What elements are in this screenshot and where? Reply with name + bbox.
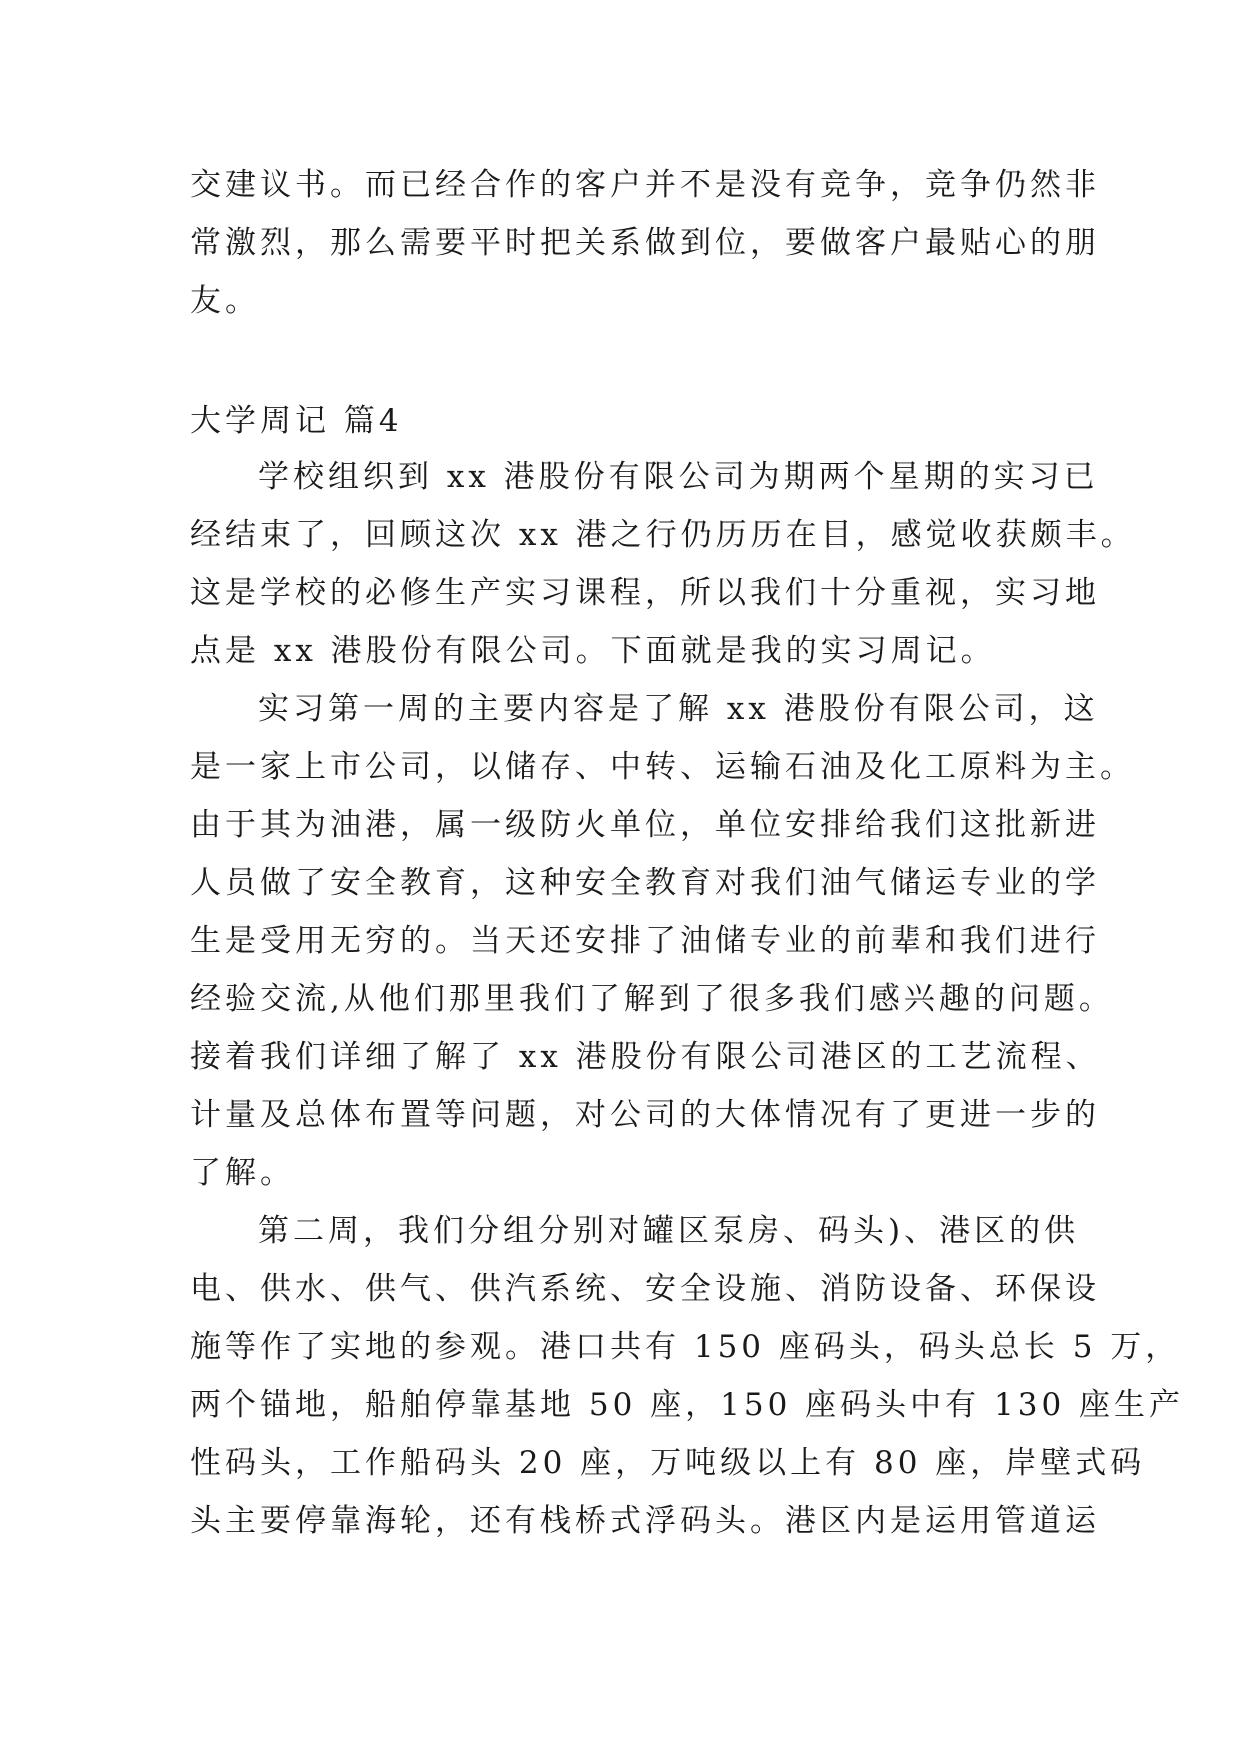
continuation-paragraph: [190, 156, 1100, 330]
text-line: 人员做了安全教育，这种安全教育对我们油气储运专业的学: [190, 865, 1100, 901]
paragraph-week-one: [190, 680, 1135, 1202]
text-line: 两个锚地，船舶停靠基地 50 座，150 座码头中有 130 座生产: [190, 1387, 1185, 1423]
section-heading-block: [190, 392, 1060, 450]
text-line: 由于其为油港，属一级防火单位，单位安排给我们这批新进: [190, 807, 1100, 843]
text-line: 友。: [190, 283, 260, 319]
text-line: 点是 xx 港股份有限公司。下面就是我的实习周记。: [190, 633, 996, 669]
section-heading: 大学周记 篇4: [190, 403, 403, 439]
text-line: 是一家上市公司，以储存、中转、运输石油及化工原料为主。: [190, 749, 1135, 785]
text-line: 这是学校的必修生产实习课程，所以我们十分重视，实习地: [190, 575, 1100, 611]
text-line: 学校组织到 xx 港股份有限公司为期两个星期的实习已: [258, 459, 1099, 495]
text-line: 施等作了实地的参观。港口共有 150 座码头，码头总长 5 万，: [190, 1329, 1181, 1365]
paragraph-intro: [190, 448, 1136, 680]
text-line: 电、供水、供气、供汽系统、安全设施、消防设备、环保设: [190, 1271, 1100, 1307]
text-line: 常激烈，那么需要平时把关系做到位，要做客户最贴心的朋: [190, 225, 1100, 261]
text-line: 交建议书。而已经合作的客户并不是没有竞争，竞争仍然非: [190, 167, 1100, 203]
text-line: 经结束了，回顾这次 xx 港之行仍历历在目，感觉收获颇丰。: [190, 517, 1136, 553]
text-line: 经验交流,从他们那里我们了解到了很多我们感兴趣的问题。: [190, 981, 1114, 1017]
text-line: 了解。: [190, 1155, 295, 1191]
paragraph-week-two: [190, 1202, 1185, 1550]
text-line: 性码头，工作船码头 20 座，万吨级以上有 80 座，岸壁式码: [190, 1445, 1146, 1481]
text-line: 实习第一周的主要内容是了解 xx 港股份有限公司，这: [258, 691, 1099, 727]
text-line: 计量及总体布置等问题，对公司的大体情况有了更进一步的: [190, 1097, 1100, 1133]
text-line: 接着我们详细了解了 xx 港股份有限公司港区的工艺流程、: [190, 1039, 1101, 1075]
text-line: 头主要停靠海轮，还有栈桥式浮码头。港区内是运用管道运: [190, 1503, 1100, 1539]
text-line: 第二周，我们分组分别对罐区泵房、码头)、港区的供: [258, 1213, 1080, 1249]
text-line: 生是受用无穷的。当天还安排了油储专业的前辈和我们进行: [190, 923, 1100, 959]
section-body: [190, 448, 1185, 1550]
